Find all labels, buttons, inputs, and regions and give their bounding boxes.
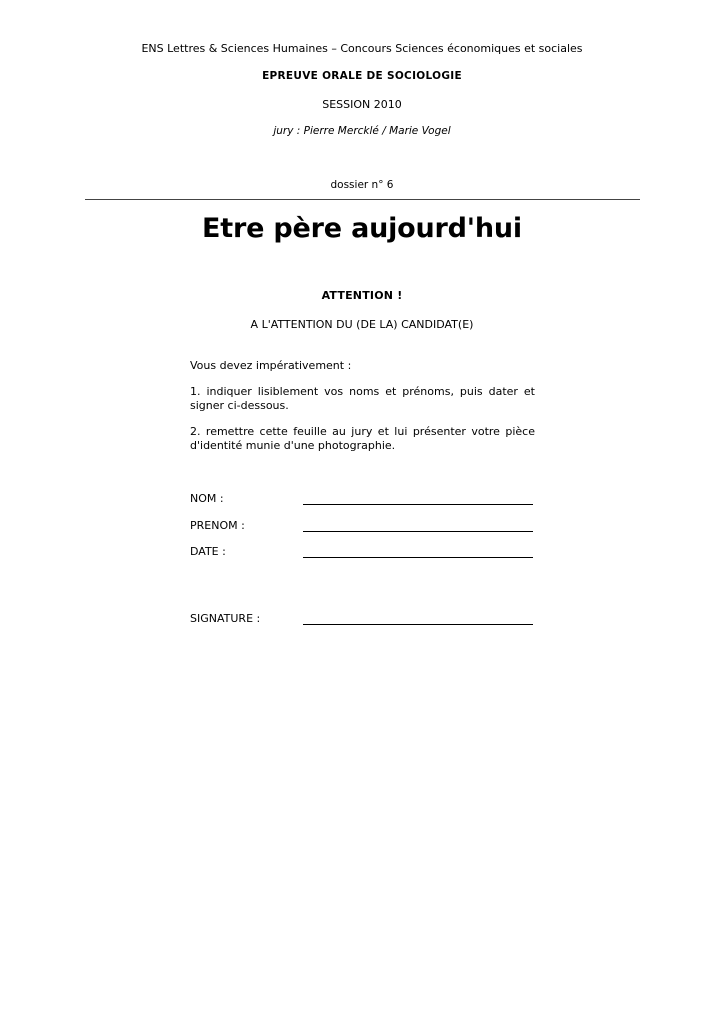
nom-label: NOM : [190,492,224,505]
header-jury: jury : Pierre Mercklé / Marie Vogel [273,125,451,137]
header-divider [85,199,640,200]
date-field[interactable] [303,557,533,558]
attention-subheading: A L'ATTENTION DU (DE LA) CANDIDAT(E) [250,318,474,331]
prenom-label: PRENOM : [190,519,245,532]
document-title: Etre père aujourd'hui [202,213,522,244]
instructions-intro: Vous devez impérativement : [190,359,352,372]
instruction-item-1: 1. indiquer lisiblement vos noms et prénoms, puis dater et signer ci-dessous. [190,385,535,412]
header-dossier: dossier n° 6 [330,179,394,191]
signature-label: SIGNATURE : [190,612,261,625]
header-institution: ENS Lettres & Sciences Humaines – Concours Sciences économiques et sociales [141,42,583,55]
header-epreuve: EPREUVE ORALE DE SOCIOLOGIE [262,70,462,82]
prenom-field[interactable] [303,531,533,532]
nom-field[interactable] [303,504,533,505]
attention-heading: ATTENTION ! [321,289,403,302]
header-session: SESSION 2010 [322,98,402,111]
signature-field[interactable] [303,624,533,625]
date-label: DATE : [190,545,226,558]
instruction-item-2: 2. remettre cette feuille au jury et lui présenter votre pièce d'identité munie d'une photographie. [190,425,535,452]
